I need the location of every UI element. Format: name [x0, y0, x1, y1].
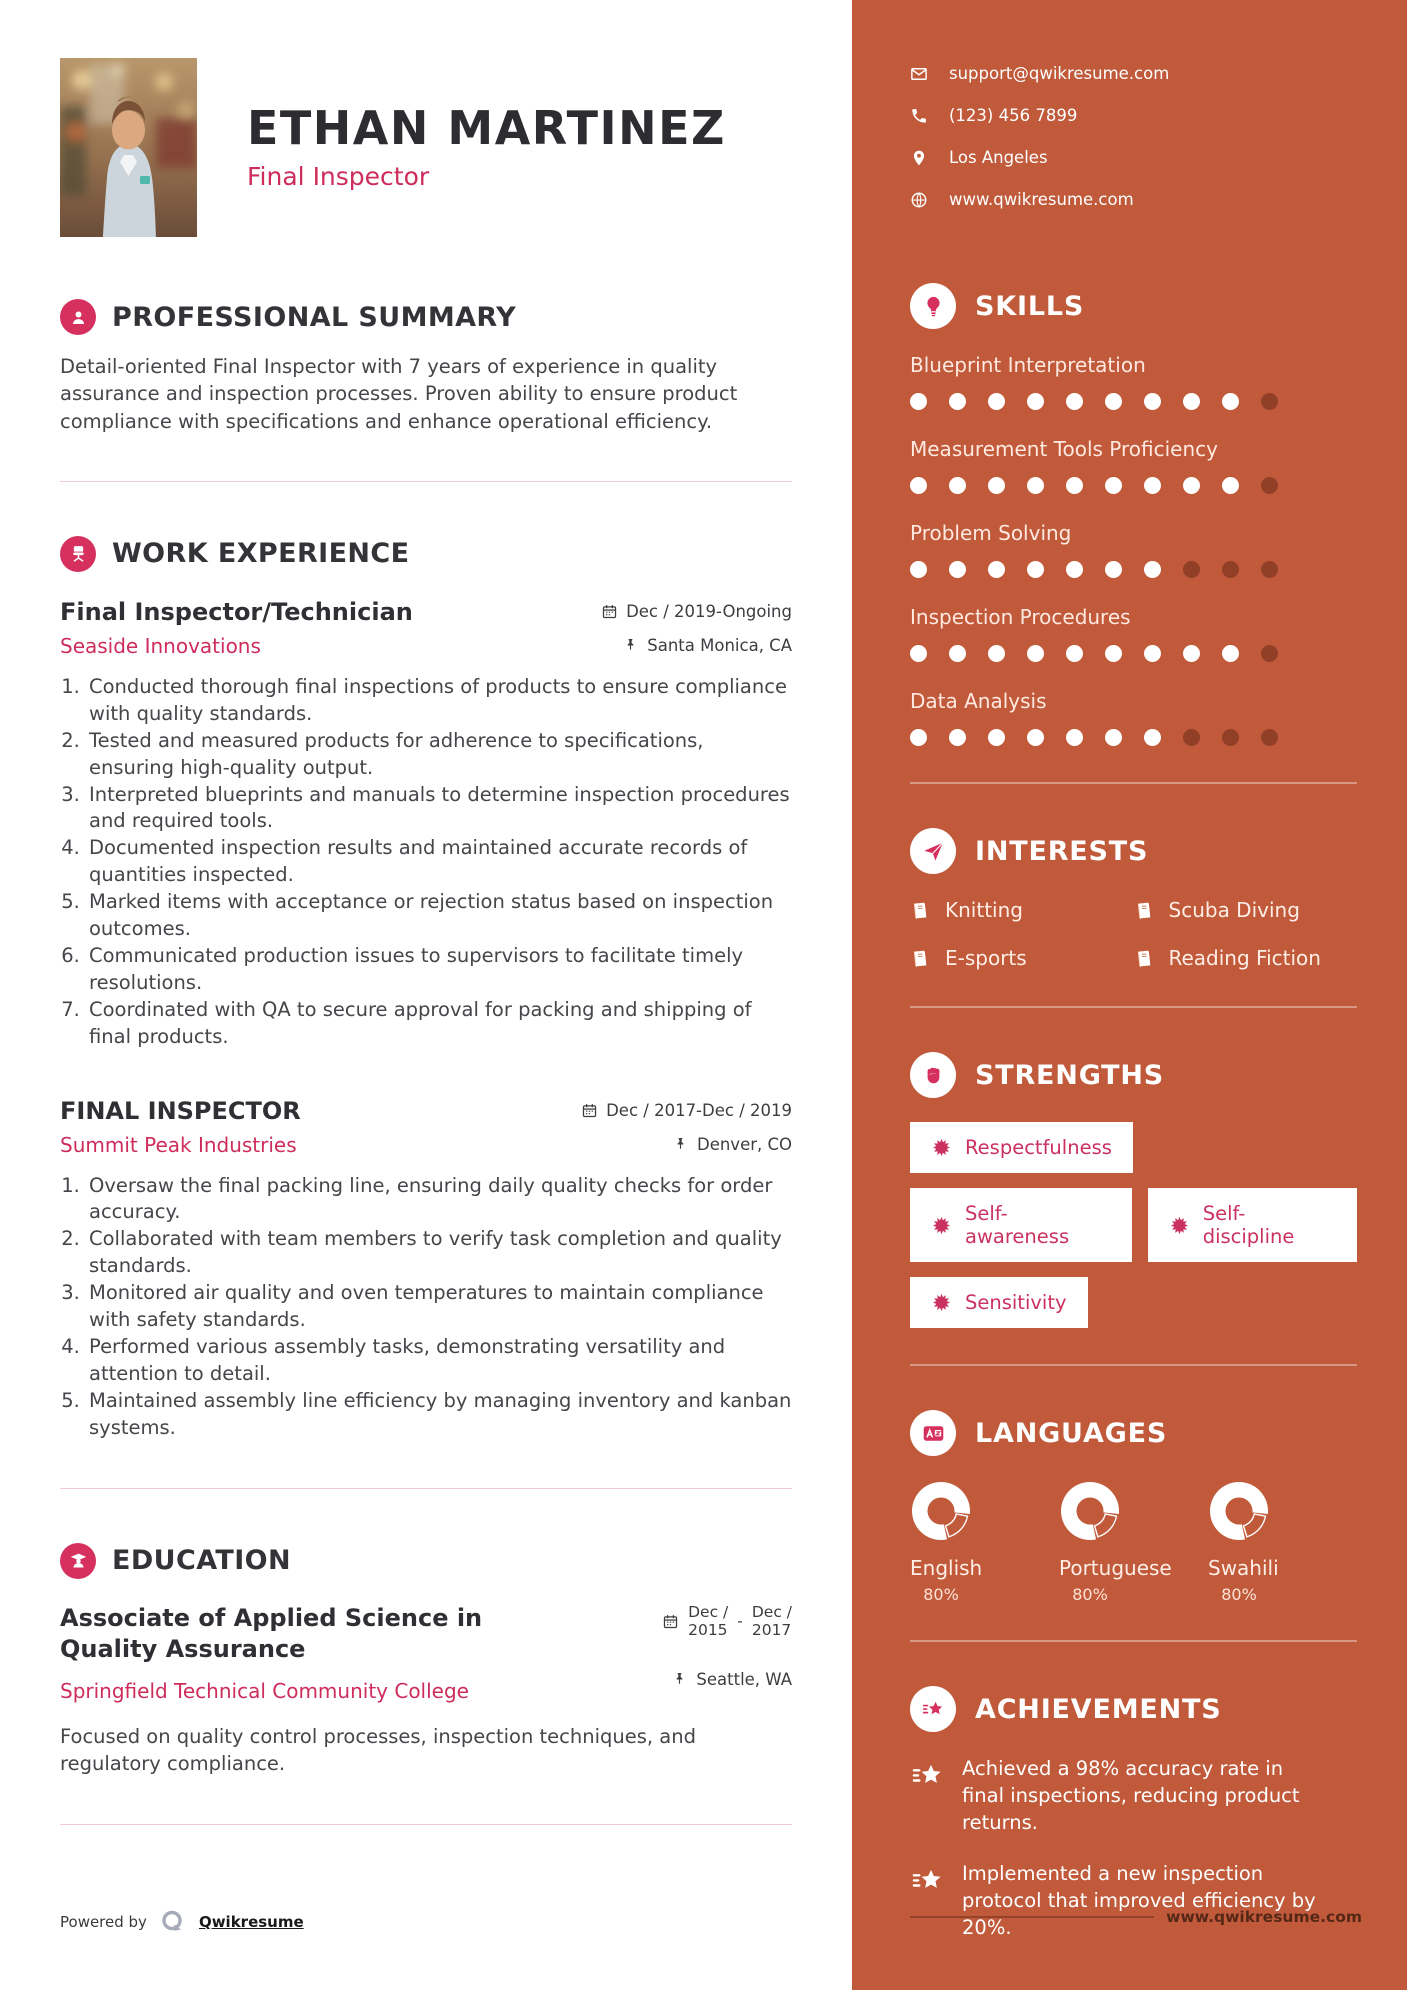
skill-name: Data Analysis: [910, 689, 1047, 713]
job-entry-2: [60, 1097, 792, 1442]
job-bullet: 2. Collaborated with team members to verify task completion and quality standards.: [86, 1226, 792, 1280]
strengths-heading: STRENGTHS: [975, 1059, 1165, 1091]
interests-section-header: [910, 828, 1357, 874]
job-bullet: 1. Oversaw the final packing line, ensuring daily quality checks for order accuracy.: [86, 1173, 792, 1227]
skill-dot: [1222, 477, 1239, 494]
job-bullet: 5. Marked items with acceptance or rejection status based on inspection outcomes.: [86, 889, 792, 943]
phone-icon: [910, 107, 929, 125]
skills-heading: SKILLS: [975, 290, 1085, 322]
skill-name: Inspection Procedures: [910, 605, 1131, 629]
date-start-line1: Dec /: [688, 1602, 729, 1621]
job-bullet: 6. Communicated production issues to supervisors to facilitate timely resolutions.: [86, 943, 792, 997]
skill-dot: [988, 645, 1005, 662]
identity-header: [60, 58, 792, 237]
education-meta: [662, 1603, 792, 1703]
languages-heading: LANGUAGES: [975, 1417, 1168, 1449]
divider: [60, 481, 792, 482]
skill-dot: [1222, 645, 1239, 662]
sidebar-footer: [910, 1908, 1362, 1926]
starburst-icon: [931, 1215, 952, 1236]
job1-bullet-list: [60, 674, 792, 1051]
interest-label: Reading Fiction: [1168, 946, 1321, 970]
job2-title: FINAL INSPECTOR: [60, 1096, 301, 1125]
skill-dot: [1222, 729, 1239, 746]
divider: [910, 1640, 1357, 1642]
skill-item: [910, 689, 1357, 746]
languages-section: [910, 1410, 1357, 1604]
skill-name: Problem Solving: [910, 521, 1072, 545]
divider: [910, 782, 1357, 784]
translate-icon: [910, 1410, 956, 1456]
language-item: [1208, 1480, 1357, 1604]
pushpin-icon: [671, 1671, 688, 1688]
date-end-line1: Dec /: [751, 1602, 792, 1621]
education-date: [662, 1603, 792, 1640]
education-location-text: Seattle, WA: [696, 1669, 792, 1689]
language-percent: 80%: [1072, 1585, 1108, 1604]
divider: [60, 1488, 792, 1489]
job-bullet: 5. Maintained assembly line efficiency by managing inventory and kanban systems.: [86, 1388, 792, 1442]
work-heading: WORK EXPERIENCE: [112, 538, 410, 570]
strength-chip: [910, 1188, 1132, 1262]
contact-website[interactable]: [910, 190, 1357, 209]
job-bullet: 4. Documented inspection results and maintained accurate records of quantities inspected.: [86, 835, 792, 889]
calendar-icon: [662, 1613, 679, 1630]
skill-dot: [1105, 477, 1122, 494]
interest-item: [1134, 898, 1358, 922]
skill-name: Blueprint Interpretation: [910, 353, 1146, 377]
skill-dot: [949, 393, 966, 410]
skill-dot: [1027, 645, 1044, 662]
contact-phone: [910, 106, 1357, 125]
footer-website-link[interactable]: www.qwikresume.com: [1166, 1908, 1362, 1926]
degree-name: Associate of Applied Science in Quality Assurance: [60, 1603, 483, 1663]
date-end-line2: 2017: [751, 1621, 792, 1640]
education-section-header: [60, 1543, 792, 1579]
map-pin-icon: [910, 149, 929, 167]
interest-label: E-sports: [945, 946, 1027, 970]
person-icon: [60, 299, 96, 335]
skill-dot: [1144, 477, 1161, 494]
skill-dot: [1105, 729, 1122, 746]
skill-dot: [1027, 561, 1044, 578]
achievement-item: [910, 1756, 1357, 1837]
skill-dot: [1066, 477, 1083, 494]
calendar-icon: [601, 603, 618, 620]
skill-dot: [988, 477, 1005, 494]
skills-section-header: [910, 283, 1357, 329]
profile-photo: [60, 58, 197, 237]
identity-text: [247, 100, 726, 192]
skill-dot: [1261, 729, 1278, 746]
skill-dot: [1066, 729, 1083, 746]
strength-label: Respectfulness: [965, 1136, 1112, 1159]
skill-dot: [1183, 561, 1200, 578]
strengths-section-header: [910, 1052, 1357, 1098]
strength-chip: [910, 1277, 1088, 1328]
languages-section-header: [910, 1410, 1357, 1456]
skill-dot: [1183, 477, 1200, 494]
skill-dot: [1066, 393, 1083, 410]
job-bullet: 3. Monitored air quality and oven temperatures to maintain compliance with safety standards.: [86, 1280, 792, 1334]
language-percent: 80%: [923, 1585, 959, 1604]
date-start-line2: 2015: [688, 1621, 728, 1640]
divider: [910, 1364, 1357, 1366]
skill-rating: [910, 645, 1357, 662]
summary-section-header: [60, 299, 792, 335]
language-percent: 80%: [1221, 1585, 1257, 1604]
skill-dot: [1144, 393, 1161, 410]
skill-rating: [910, 729, 1357, 746]
email-icon: [910, 65, 929, 83]
job1-location: [622, 636, 792, 655]
language-name: English: [910, 1556, 983, 1580]
skill-dot: [1027, 393, 1044, 410]
achievements-section: [910, 1686, 1357, 1941]
job1-location-text: Santa Monica, CA: [647, 636, 792, 656]
summary-heading: PROFESSIONAL SUMMARY: [112, 301, 517, 333]
job2-date-text: Dec / 2017-Dec / 2019: [606, 1100, 792, 1120]
skill-dot: [988, 393, 1005, 410]
powered-by-footer: [60, 1908, 304, 1936]
language-donut-chart: [1059, 1480, 1121, 1542]
book-icon: [909, 946, 932, 969]
interests-section: [910, 828, 1357, 970]
book-icon: [909, 898, 932, 921]
starburst-icon: [931, 1292, 952, 1313]
sidebar-column: [852, 0, 1407, 1990]
summary-text: Detail-oriented Final Inspector with 7 years of experience in quality assurance and inspection processes. Proven ability to ensure product compliance with specifications and enhance operational efficiency.: [60, 355, 738, 433]
job1-title: Final Inspector/Technician: [60, 597, 413, 626]
education-heading: EDUCATION: [112, 1545, 292, 1577]
skill-dot: [1261, 645, 1278, 662]
job2-bullet-list: [60, 1173, 792, 1442]
skill-rating: [910, 477, 1357, 494]
job2-location-text: Denver, CO: [696, 1135, 792, 1155]
globe-icon: [910, 191, 929, 209]
contact-website-text: www.qwikresume.com: [949, 190, 1134, 209]
pushpin-icon: [672, 1136, 689, 1153]
paper-plane-icon: [910, 828, 956, 874]
book-icon: [1132, 946, 1155, 969]
skill-dot: [1144, 561, 1161, 578]
strength-label: Self-discipline: [1202, 1202, 1295, 1248]
skill-item: [910, 353, 1357, 410]
job1-date-text: Dec / 2019-Ongoing: [626, 601, 792, 621]
strengths-section: [910, 1052, 1357, 1328]
lightbulb-icon: [910, 283, 956, 329]
strength-row: [910, 1122, 1357, 1173]
job-bullet: 2. Tested and measured products for adherence to specifications, ensuring high-quality output.: [86, 728, 792, 782]
skill-dot: [1222, 561, 1239, 578]
job1-date: [601, 602, 792, 621]
achievement-item: [910, 1861, 1357, 1942]
skills-section: [910, 283, 1357, 746]
language-donut-chart: [1208, 1480, 1270, 1542]
job2-company: Summit Peak Industries: [60, 1132, 297, 1157]
job2-date: [581, 1101, 792, 1120]
job2-title-row: [60, 1097, 792, 1125]
shooting-star-icon: [910, 1686, 956, 1732]
school-name: Springfield Technical Community College: [60, 1679, 469, 1704]
skill-item: [910, 605, 1357, 662]
skill-dot: [1066, 561, 1083, 578]
strength-row: [910, 1188, 1357, 1262]
book-icon: [1132, 898, 1155, 921]
job-bullet: 1. Conducted thorough final inspections of products to ensure compliance with quality standards.: [86, 674, 792, 728]
job1-company-row: [60, 634, 792, 658]
divider: [910, 1916, 1154, 1918]
job-bullet: 7. Coordinated with QA to secure approval for packing and shipping of final products.: [86, 997, 792, 1051]
skill-dot: [1066, 645, 1083, 662]
contact-email-text: support@qwikresume.com: [949, 64, 1170, 83]
qwikresume-link[interactable]: Qwikresume: [198, 1913, 304, 1931]
interest-item: [910, 946, 1134, 970]
fist-icon: [910, 1052, 956, 1098]
language-name: Portuguese: [1059, 1556, 1172, 1580]
skill-dot: [988, 729, 1005, 746]
interest-item: [1134, 946, 1358, 970]
job2-company-row: [60, 1133, 792, 1157]
skill-dot: [1222, 393, 1239, 410]
shooting-star-icon: [910, 1863, 946, 1942]
education-description: Focused on quality control processes, inspection techniques, and regulatory compliance.: [60, 1725, 696, 1776]
skill-dot: [1261, 393, 1278, 410]
skill-dot: [910, 393, 927, 410]
divider: [60, 1824, 792, 1825]
skill-rating: [910, 561, 1357, 578]
person-name: ETHAN MARTINEZ: [247, 100, 726, 155]
contact-location-text: Los Angeles: [949, 148, 1048, 167]
skill-dot: [1105, 645, 1122, 662]
calendar-icon: [581, 1102, 598, 1119]
interest-item: [910, 898, 1134, 922]
interest-label: Knitting: [945, 898, 1023, 922]
skill-dot: [1027, 477, 1044, 494]
skill-dot: [949, 645, 966, 662]
strength-label: Self-awareness: [965, 1202, 1070, 1248]
skill-dot: [1183, 393, 1200, 410]
job2-location: [672, 1135, 792, 1154]
skill-dot: [1261, 477, 1278, 494]
skill-item: [910, 437, 1357, 494]
achievement-text: Achieved a 98% accuracy rate in final inspections, reducing product returns.: [962, 1757, 1300, 1834]
contact-email[interactable]: [910, 64, 1357, 83]
date-separator: -: [737, 1612, 743, 1631]
skill-item: [910, 521, 1357, 578]
starburst-icon: [931, 1137, 952, 1158]
skill-dot: [949, 477, 966, 494]
strength-chip: [910, 1122, 1133, 1173]
education-location: [671, 1670, 792, 1689]
skill-dot: [1183, 729, 1200, 746]
job1-title-row: [60, 598, 792, 626]
skill-dot: [910, 477, 927, 494]
person-title: Final Inspector: [247, 162, 430, 192]
profile-photo-art: [60, 58, 197, 237]
skill-rating: [910, 393, 1357, 410]
contact-location: [910, 148, 1357, 167]
language-name: Swahili: [1208, 1556, 1279, 1580]
education-date-start: [688, 1603, 728, 1640]
education-main: [60, 1603, 538, 1703]
achievements-section-header: [910, 1686, 1357, 1732]
interest-label: Scuba Diving: [1168, 898, 1300, 922]
graduate-icon: [60, 1543, 96, 1579]
job-bullet: 3. Interpreted blueprints and manuals to determine inspection procedures and required tools.: [86, 782, 792, 836]
job1-company: Seaside Innovations: [60, 633, 261, 658]
skill-dot: [910, 729, 927, 746]
skill-dot: [988, 561, 1005, 578]
skill-name: Measurement Tools Proficiency: [910, 437, 1218, 461]
job-entry-1: [60, 598, 792, 1051]
contact-phone-text: (123) 456 7899: [949, 106, 1078, 125]
pushpin-icon: [622, 637, 639, 654]
language-item: [910, 1480, 1059, 1604]
skill-dot: [1105, 561, 1122, 578]
interests-heading: INTERESTS: [975, 835, 1149, 867]
work-section-header: [60, 536, 792, 572]
skill-dot: [1144, 645, 1161, 662]
skill-dot: [1105, 393, 1122, 410]
education-entry: [60, 1603, 792, 1703]
skill-dot: [910, 645, 927, 662]
job-bullet: 4. Performed various assembly tasks, demonstrating versatility and attention to detail.: [86, 1334, 792, 1388]
strength-label: Sensitivity: [965, 1291, 1067, 1314]
shooting-star-icon: [910, 1758, 946, 1837]
powered-by-label: Powered by: [60, 1913, 147, 1931]
achievements-heading: ACHIEVEMENTS: [975, 1693, 1222, 1725]
education-date-end: [752, 1603, 792, 1640]
skill-dot: [1144, 729, 1161, 746]
achievement-text: Implemented a new inspection protocol that improved efficiency by 20%.: [962, 1861, 1316, 1939]
skill-dot: [1183, 645, 1200, 662]
starburst-icon: [1169, 1215, 1190, 1236]
strength-chip: [1148, 1188, 1357, 1262]
interests-grid: [910, 898, 1357, 970]
skill-dot: [1261, 561, 1278, 578]
strength-row: [910, 1277, 1357, 1328]
languages-row: [910, 1480, 1357, 1604]
skill-dot: [910, 561, 927, 578]
language-donut-chart: [910, 1480, 972, 1542]
language-item: [1059, 1480, 1208, 1604]
office-chair-icon: [60, 536, 96, 572]
skill-dot: [1027, 729, 1044, 746]
skill-dot: [949, 729, 966, 746]
qwikresume-logo-icon: [159, 1908, 187, 1936]
divider: [910, 1006, 1357, 1008]
skill-dot: [949, 561, 966, 578]
